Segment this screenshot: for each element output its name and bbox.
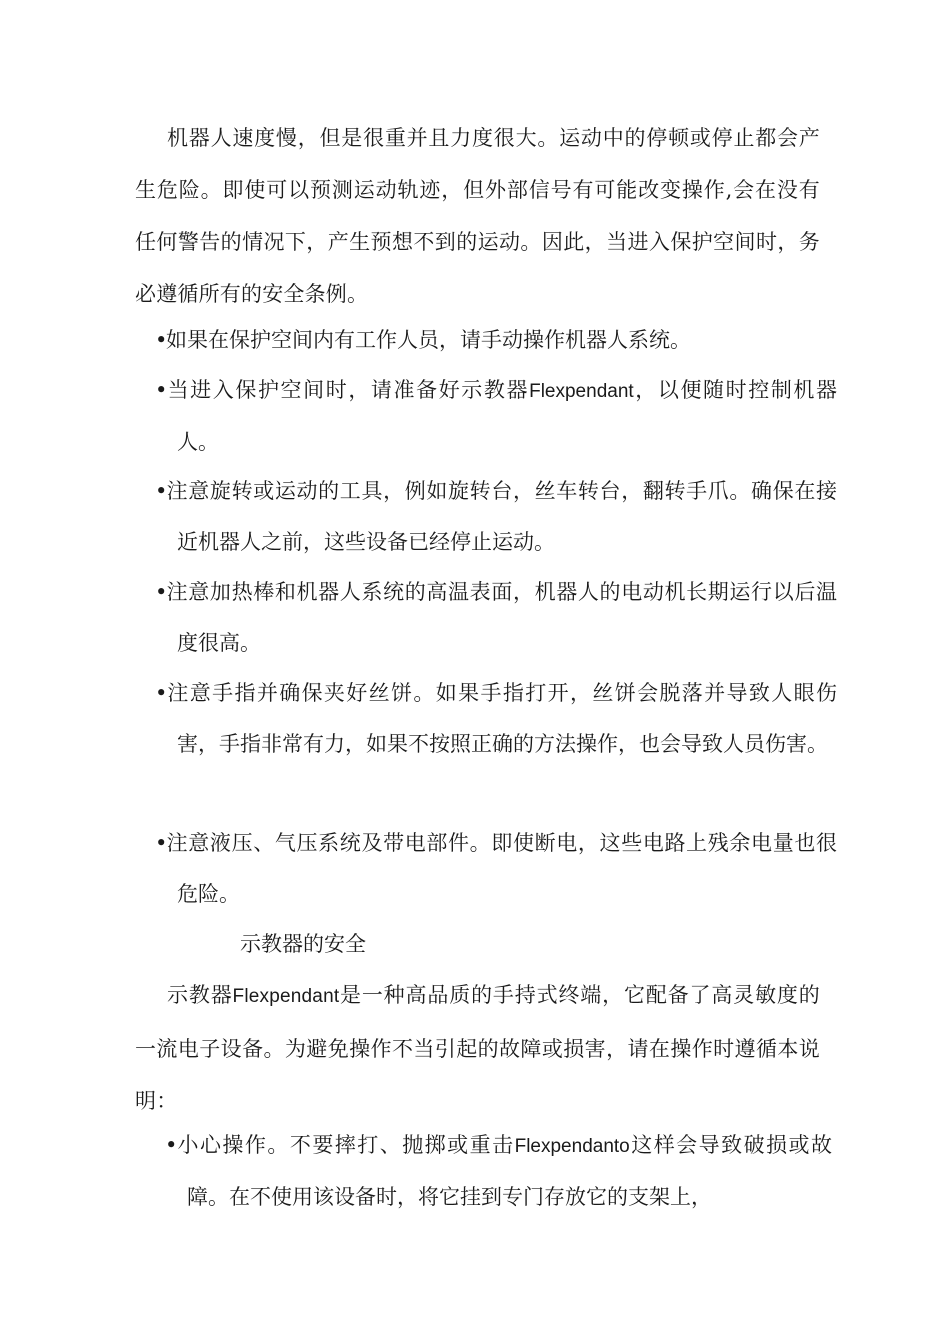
bullet-dot: • [155,580,168,604]
bullet-text: 当进入保护空间时，请准备好示教器Flexpendant，以便随时控制机器人。 [166,378,838,454]
bullet-dot: • [155,378,168,402]
bullet-item [155,365,837,468]
bullet-dot: • [165,1133,178,1157]
latin-term: Flexpendant [232,986,340,1007]
bullet-text: 注意手指并确保夹好丝饼。如果手指打开，丝饼会脱落并导致人眼伤害，手指非常有力，如果不按照正确的方法操作，也会导致人员伤害。 [166,681,837,756]
bullet-text: 如果在保护空间内有工作人员，请手动操作机器人系统。 [166,328,691,352]
bullet-dot: • [155,479,168,503]
bullet-item [155,818,837,920]
bullet-dot: • [155,681,168,705]
section-paragraph: 示教器Flexpendant是一种高品质的手持式终端，它配备了高灵敏度的一流电子设备。为避免操作不当引起的故障或损害，请在操作时遵循本说明： [135,983,820,1113]
bullet-item [155,567,837,669]
bullet-dot: • [155,328,168,352]
latin-term: Flexpendant [529,381,634,402]
bullet-item [165,1120,832,1223]
section-heading: 示教器的安全 [240,932,366,956]
bullet-dot: • [155,831,168,855]
bullet-text: 注意液压、气压系统及带电部件。即使断电，这些电路上残余电量也很危险。 [166,831,837,906]
bullet-item [155,466,837,568]
intro-paragraph: 机器人速度慢，但是很重并且力度很大。运动中的停顿或停止都会产生危险。即使可以预测运动轨迹，但外部信号有可能改变操作,会在没有任何警告的情况下，产生预想不到的运动。因此，当进入保护空间时，务必遵循所有的安全条例。 [135,126,820,306]
bullet-item [155,668,837,770]
bullet-item [155,315,837,366]
latin-term: Flexpendanto [514,1136,630,1157]
bullet-text: 小心操作。不要摔打、抛掷或重击Flexpendanto这样会导致破损或故障。在不使用该设备时，将它挂到专门存放它的支架上， [176,1133,833,1209]
bullet-text: 注意旋转或运动的工具，例如旋转台，丝车转台，翻转手爪。确保在接近机器人之前，这些设备已经停止运动。 [166,479,837,554]
bullet-text: 注意加热棒和机器人系统的高温表面，机器人的电动机长期运行以后温度很高。 [166,580,837,655]
